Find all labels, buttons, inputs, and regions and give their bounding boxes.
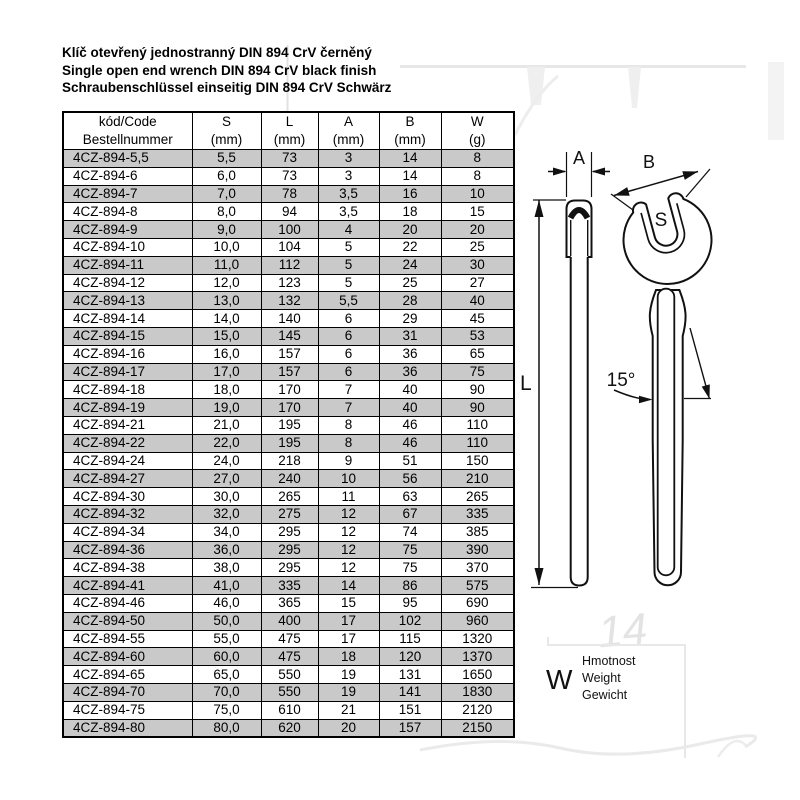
table-row [63,719,514,737]
cell-value: 110 [441,416,514,434]
cell-value: 75,0 [192,701,261,719]
cell-value: 10 [441,185,514,203]
cell-code: 4CZ-894-50 [63,612,192,630]
page-title [62,44,391,97]
cell-code: 4CZ-894-15 [63,327,192,345]
angle-leader-arrow [639,396,653,404]
cell-value: 17 [318,630,379,648]
cell-value: 5 [318,238,379,256]
cell-value: 30 [441,256,514,274]
table-row [63,577,514,595]
cell-value: 20 [379,221,441,239]
cell-value: 3,5 [318,185,379,203]
cell-code: 4CZ-894-22 [63,434,192,452]
front-view-slot [658,289,675,576]
cell-value: 1650 [441,666,514,684]
cell-value: 575 [441,577,514,595]
wrench-dimension-table [62,111,515,738]
cell-value: 12 [318,505,379,523]
table-row [63,452,514,470]
cell-value: 31 [379,327,441,345]
cell-value: 9,0 [192,221,261,239]
l-arrow-down [535,568,544,585]
cell-value: 18,0 [192,381,261,399]
dim-label-l: L [520,372,532,395]
cell-value: 620 [261,719,318,737]
cell-value: 14 [379,167,441,185]
cell-code: 4CZ-894-18 [63,381,192,399]
cell-value: 295 [261,523,318,541]
table-row [63,666,514,684]
cell-value: 385 [441,523,514,541]
cell-value: 22,0 [192,434,261,452]
cell-value: 960 [441,612,514,630]
cell-value: 8 [441,167,514,185]
cell-value: 3 [318,167,379,185]
cell-value: 5 [318,274,379,292]
cell-value: 1830 [441,683,514,701]
cell-value: 95 [379,594,441,612]
table-row [63,648,514,666]
b-arrow-right [682,171,698,180]
cell-value: 65,0 [192,666,261,684]
cell-value: 36,0 [192,541,261,559]
cell-value: 41,0 [192,577,261,595]
cell-value: 63 [379,488,441,506]
cell-value: 56 [379,470,441,488]
cell-code: 4CZ-894-19 [63,399,192,417]
cell-value: 6 [318,310,379,328]
cell-code: 4CZ-894-16 [63,345,192,363]
cell-value: 18 [318,648,379,666]
cell-code: 4CZ-894-60 [63,648,192,666]
table-row [63,381,514,399]
cell-value: 2150 [441,719,514,737]
table-row [63,630,514,648]
cell-value: 75 [379,559,441,577]
table-row [63,505,514,523]
cell-value: 265 [441,488,514,506]
cell-value: 8 [318,434,379,452]
cell-value: 295 [261,541,318,559]
cell-value: 38,0 [192,559,261,577]
cell-value: 170 [261,381,318,399]
cell-value: 53 [441,327,514,345]
cell-value: 195 [261,434,318,452]
col-header-b: B (mm) [379,112,441,150]
cell-code: 4CZ-894-21 [63,416,192,434]
cell-value: 145 [261,327,318,345]
cell-value: 6,0 [192,167,261,185]
cell-value: 195 [261,416,318,434]
cell-value: 13,0 [192,292,261,310]
cell-value: 14 [379,150,441,168]
cell-value: 40 [379,399,441,417]
weight-symbol: W [546,664,573,695]
cell-value: 295 [261,559,318,577]
cell-value: 115 [379,630,441,648]
cell-value: 16 [379,185,441,203]
cell-value: 5 [318,256,379,274]
col-header-a: A (mm) [318,112,379,150]
cell-code: 4CZ-894-30 [63,488,192,506]
cell-code: 4CZ-894-13 [63,292,192,310]
cell-value: 15,0 [192,327,261,345]
cell-value: 120 [379,648,441,666]
cell-value: 46 [379,434,441,452]
cell-value: 19 [318,683,379,701]
cell-value: 73 [261,167,318,185]
cell-code: 4CZ-894-55 [63,630,192,648]
cell-value: 370 [441,559,514,577]
cell-value: 157 [261,345,318,363]
cell-value: 80,0 [192,719,261,737]
cell-value: 11,0 [192,256,261,274]
cell-value: 19,0 [192,399,261,417]
cell-value: 550 [261,666,318,684]
cell-code: 4CZ-894-12 [63,274,192,292]
front-view-head [614,187,722,294]
cell-value: 25 [379,274,441,292]
table-row [63,310,514,328]
b-witness-left [611,194,633,210]
cell-value: 25 [441,238,514,256]
cell-value: 335 [441,505,514,523]
cell-value: 18 [379,203,441,221]
wrench-technical-drawing [510,140,800,720]
cell-value: 151 [379,701,441,719]
l-arrow-up [535,200,544,217]
cell-value: 140 [261,310,318,328]
a-arrow-left [553,168,567,176]
cell-value: 46 [379,416,441,434]
cell-value: 32,0 [192,505,261,523]
cell-value: 20 [318,719,379,737]
cell-value: 46,0 [192,594,261,612]
cell-code: 4CZ-894-38 [63,559,192,577]
cell-value: 17 [318,612,379,630]
table-row [63,203,514,221]
weight-label-german: Gewicht [582,688,628,702]
cell-value: 50,0 [192,612,261,630]
cell-value: 90 [441,381,514,399]
cell-value: 475 [261,630,318,648]
cell-value: 27,0 [192,470,261,488]
cell-value: 100 [261,221,318,239]
cell-value: 12 [318,541,379,559]
table-row [63,399,514,417]
cell-value: 70,0 [192,683,261,701]
cell-value: 12 [318,559,379,577]
cell-value: 45 [441,310,514,328]
table-row [63,238,514,256]
cell-value: 34,0 [192,523,261,541]
title-line-czech: Klíč otevřený jednostranný DIN 894 CrV černěný [62,45,372,60]
cell-value: 51 [379,452,441,470]
cell-value: 275 [261,505,318,523]
table-row [63,327,514,345]
cell-value: 90 [441,399,514,417]
title-line-english: Single open end wrench DIN 894 CrV black finish [62,62,377,78]
col-header-code: kód/Code Bestellnummer [63,112,192,150]
cell-value: 6 [318,363,379,381]
cell-code: 4CZ-894-70 [63,683,192,701]
cell-value: 78 [261,185,318,203]
title-line-german: Schraubenschlüssel einseitig DIN 894 CrV Schwärz [62,80,392,95]
cell-value: 15 [318,594,379,612]
cell-code: 4CZ-894-14 [63,310,192,328]
cell-code: 4CZ-894-34 [63,523,192,541]
table-row [63,559,514,577]
table-row [63,470,514,488]
table-row [63,167,514,185]
cell-code: 4CZ-894-8 [63,203,192,221]
cell-value: 335 [261,577,318,595]
cell-value: 40 [441,292,514,310]
cell-value: 1370 [441,648,514,666]
cell-code: 4CZ-894-27 [63,470,192,488]
angle-arrowhead [702,384,710,399]
col-header-l: L (mm) [261,112,318,150]
cell-value: 400 [261,612,318,630]
cell-value: 55,0 [192,630,261,648]
table-row [63,488,514,506]
cell-value: 157 [379,719,441,737]
angle-label: 15° [606,370,636,391]
table-row [63,345,514,363]
cell-value: 1320 [441,630,514,648]
cell-code: 4CZ-894-80 [63,719,192,737]
b-arrow-left [614,187,630,196]
cell-value: 73 [261,150,318,168]
cell-value: 10 [318,470,379,488]
cell-code: 4CZ-894-24 [63,452,192,470]
cell-value: 7 [318,381,379,399]
table-body [63,150,514,737]
cell-code: 4CZ-894-6 [63,167,192,185]
a-arrow-right [592,168,606,176]
col-header-w: W (g) [441,112,514,150]
table-row [63,541,514,559]
cell-value: 30,0 [192,488,261,506]
dim-label-b: B [642,152,656,172]
cell-value: 132 [261,292,318,310]
head-outline [614,187,722,294]
cell-value: 218 [261,452,318,470]
weight-label-english: Weight [582,671,621,685]
table-row [63,434,514,452]
cell-code: 4CZ-894-32 [63,505,192,523]
cell-value: 28 [379,292,441,310]
cell-value: 7,0 [192,185,261,203]
cell-value: 8 [318,416,379,434]
cell-value: 11 [318,488,379,506]
cell-value: 27 [441,274,514,292]
cell-value: 24,0 [192,452,261,470]
cell-value: 123 [261,274,318,292]
cell-value: 36 [379,345,441,363]
cell-value: 10,0 [192,238,261,256]
cell-value: 74 [379,523,441,541]
cell-value: 104 [261,238,318,256]
cell-value: 131 [379,666,441,684]
cell-value: 610 [261,701,318,719]
watermark-page-number: 14 [596,604,650,658]
cell-value: 40 [379,381,441,399]
cell-value: 16,0 [192,345,261,363]
cell-value: 112 [261,256,318,274]
cell-value: 3,5 [318,203,379,221]
table-header [63,112,514,150]
cell-value: 110 [441,434,514,452]
cell-value: 4 [318,221,379,239]
cell-value: 17,0 [192,363,261,381]
cell-value: 21,0 [192,416,261,434]
cell-value: 15 [441,203,514,221]
cell-value: 141 [379,683,441,701]
cell-value: 210 [441,470,514,488]
cell-code: 4CZ-894-36 [63,541,192,559]
cell-value: 12,0 [192,274,261,292]
cell-value: 29 [379,310,441,328]
cell-value: 94 [261,203,318,221]
cell-value: 6 [318,327,379,345]
cell-value: 7 [318,399,379,417]
table-row [63,274,514,292]
cell-value: 14 [318,577,379,595]
cell-value: 14,0 [192,310,261,328]
table-row [63,256,514,274]
cell-value: 157 [261,363,318,381]
weight-label-czech: Hmotnost [582,654,636,668]
cell-value: 240 [261,470,318,488]
table-row [63,150,514,168]
table-row [63,292,514,310]
cell-value: 60,0 [192,648,261,666]
cell-code: 4CZ-894-17 [63,363,192,381]
cell-value: 150 [441,452,514,470]
cell-code: 4CZ-894-46 [63,594,192,612]
cell-value: 475 [261,648,318,666]
table-row [63,683,514,701]
cell-value: 12 [318,523,379,541]
cell-code: 4CZ-894-65 [63,666,192,684]
cell-value: 550 [261,683,318,701]
dim-label-s: S [654,210,668,231]
dim-label-a: A [572,148,586,168]
table-row [63,523,514,541]
cell-code: 4CZ-894-11 [63,256,192,274]
cell-value: 365 [261,594,318,612]
cell-code: 4CZ-894-75 [63,701,192,719]
table-row [63,701,514,719]
cell-value: 8,0 [192,203,261,221]
cell-value: 3 [318,150,379,168]
side-view-handle [571,257,588,586]
cell-value: 21 [318,701,379,719]
cell-value: 24 [379,256,441,274]
cell-value: 5,5 [192,150,261,168]
cell-value: 65 [441,345,514,363]
table-row [63,363,514,381]
cell-value: 75 [379,541,441,559]
cell-code: 4CZ-894-10 [63,238,192,256]
cell-value: 86 [379,577,441,595]
cell-value: 390 [441,541,514,559]
cell-value: 9 [318,452,379,470]
cell-value: 36 [379,363,441,381]
table-row [63,185,514,203]
col-header-s: S (mm) [192,112,261,150]
cell-value: 20 [441,221,514,239]
cell-value: 6 [318,345,379,363]
cell-value: 8 [441,150,514,168]
table-row [63,612,514,630]
cell-value: 265 [261,488,318,506]
cell-value: 690 [441,594,514,612]
cell-code: 4CZ-894-7 [63,185,192,203]
table-row [63,221,514,239]
cell-value: 75 [441,363,514,381]
cell-value: 5,5 [318,292,379,310]
cell-code: 4CZ-894-5,5 [63,150,192,168]
cell-value: 22 [379,238,441,256]
cell-value: 19 [318,666,379,684]
cell-value: 67 [379,505,441,523]
cell-value: 2120 [441,701,514,719]
cell-code: 4CZ-894-9 [63,221,192,239]
cell-value: 102 [379,612,441,630]
table-row [63,594,514,612]
table-row [63,416,514,434]
cell-code: 4CZ-894-41 [63,577,192,595]
cell-value: 170 [261,399,318,417]
